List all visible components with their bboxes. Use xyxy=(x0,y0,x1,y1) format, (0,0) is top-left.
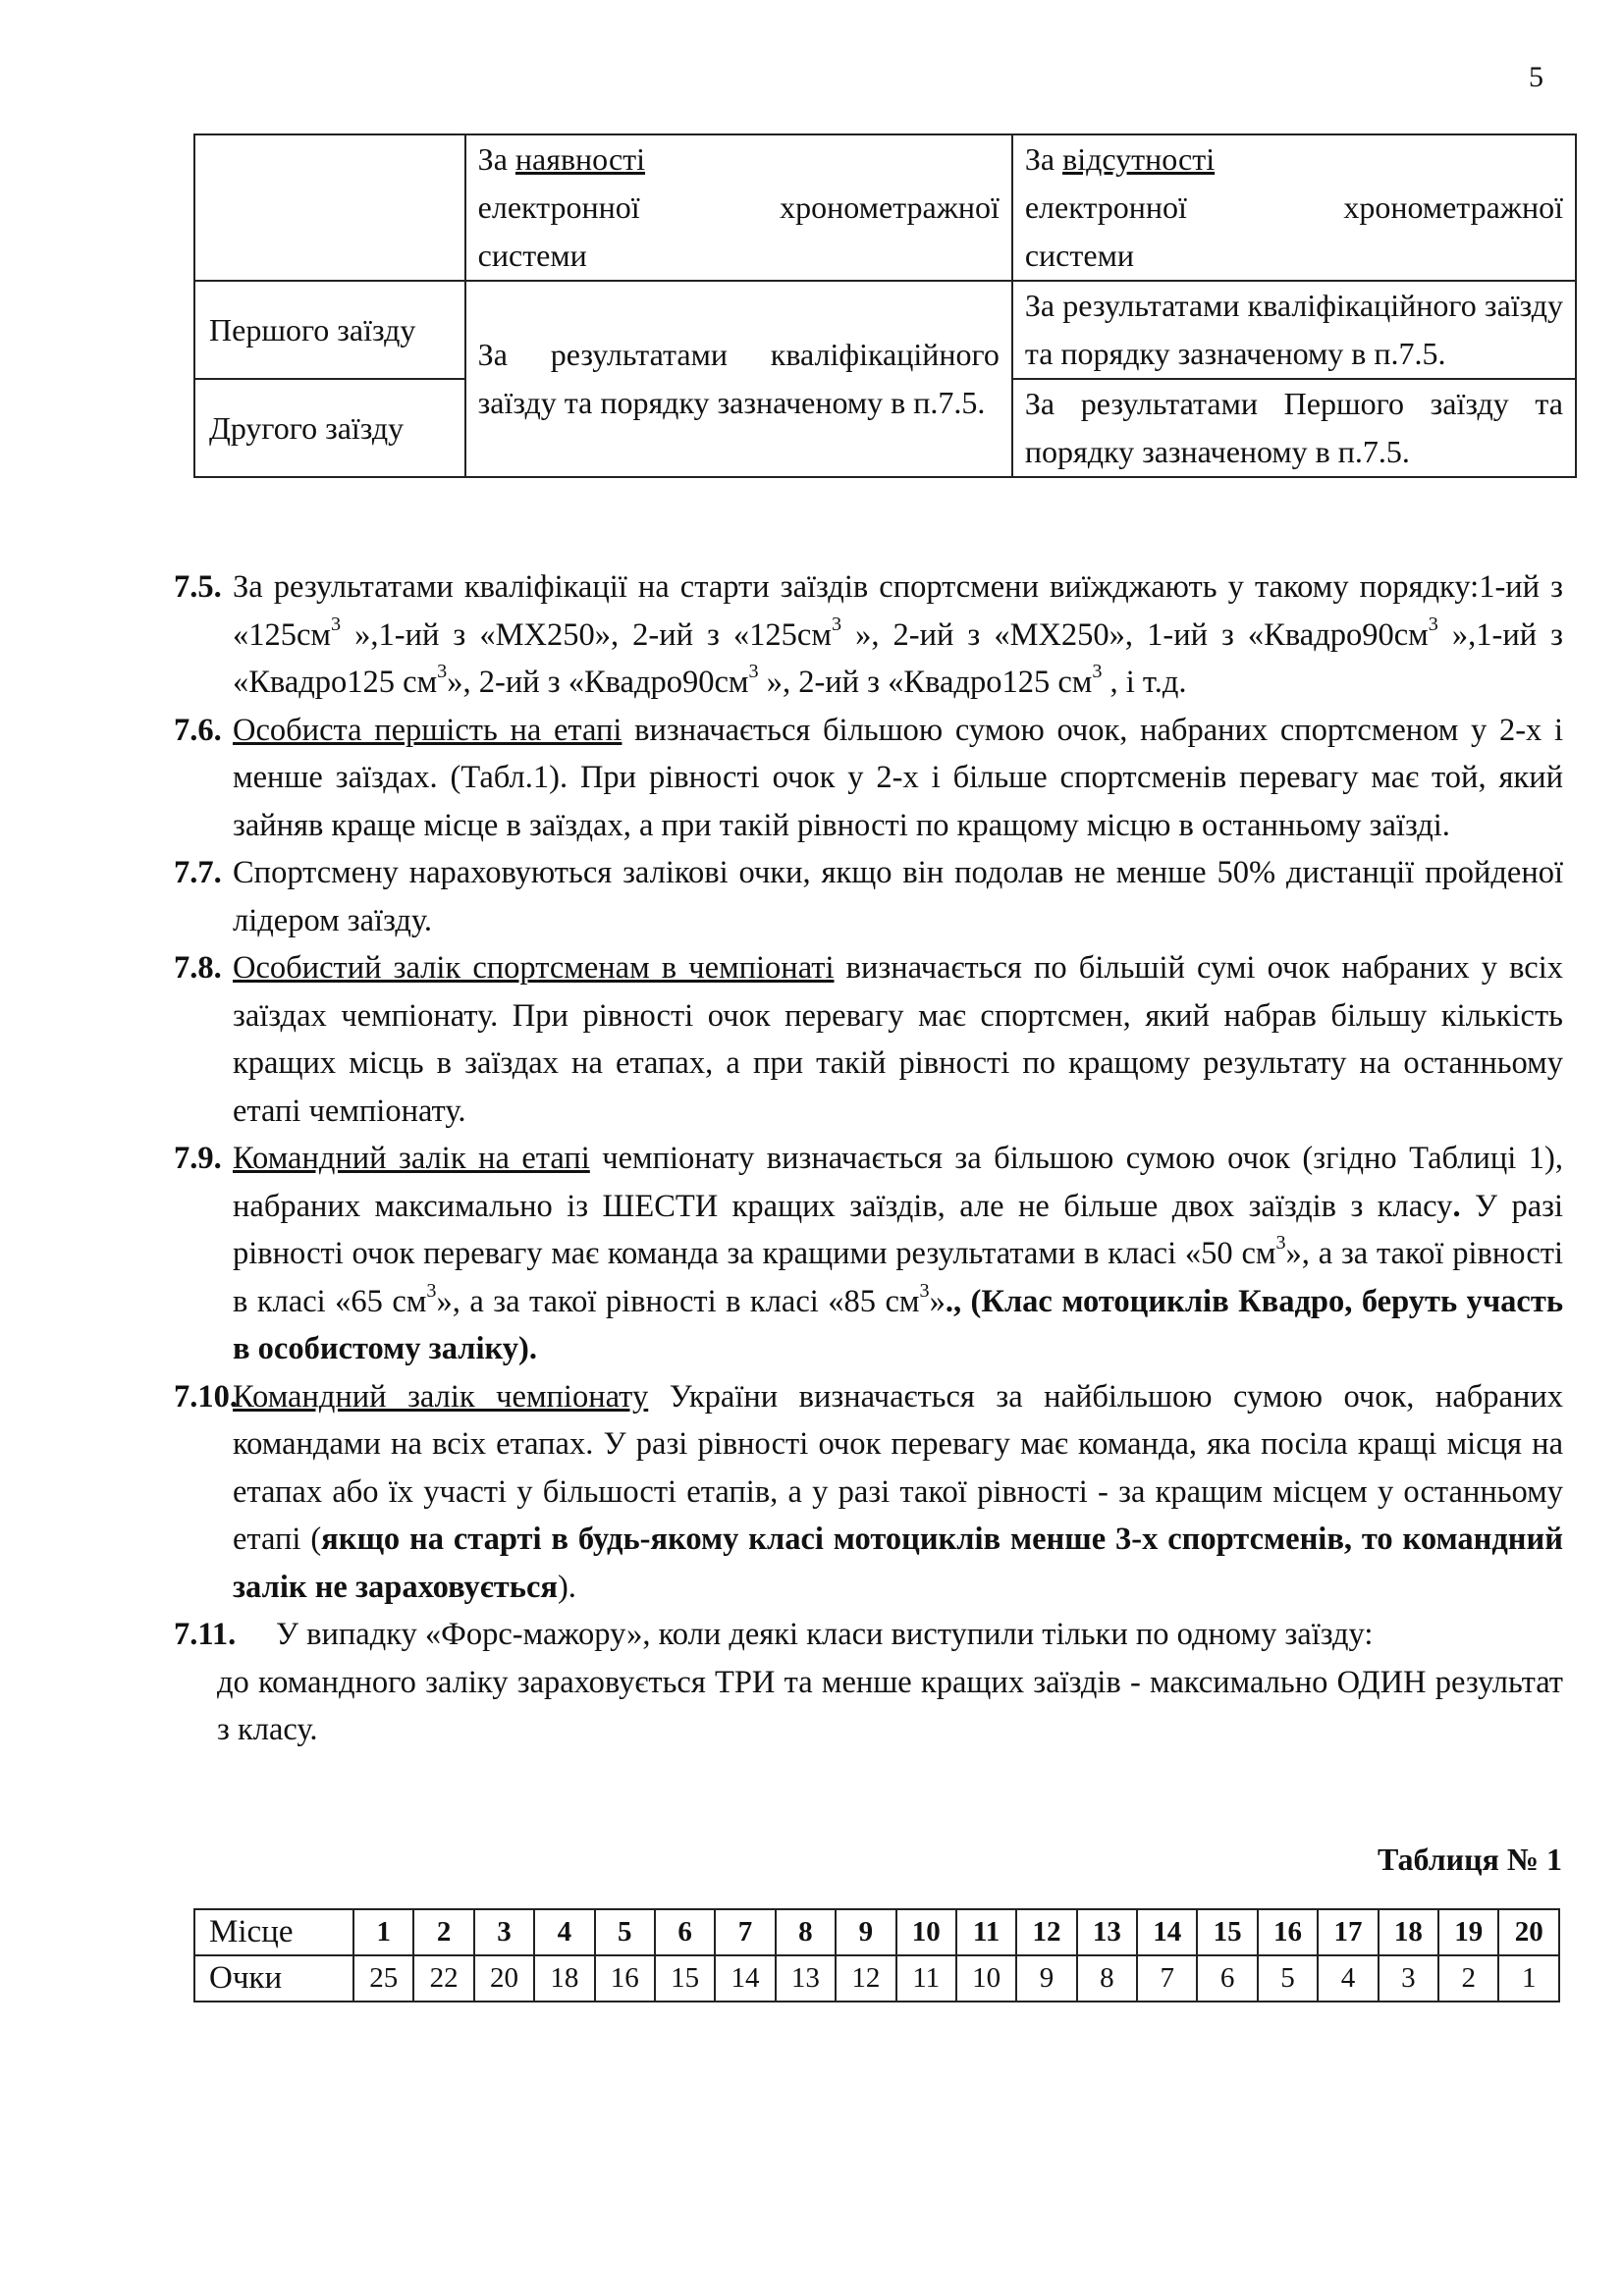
section-title: Особистий залік спортсменам в чемпіонаті xyxy=(233,950,835,986)
points-cell: 16 xyxy=(595,1955,655,2002)
points-cell: 12 xyxy=(836,1955,895,2002)
points-cell: 2 xyxy=(1438,1955,1498,2002)
place-cell: 13 xyxy=(1077,1909,1137,1955)
place-cell: 15 xyxy=(1197,1909,1257,1955)
place-cell: 9 xyxy=(836,1909,895,1955)
first-run-label: Першого заїзду xyxy=(194,281,465,379)
place-label: Місце xyxy=(194,1909,353,1955)
points-cell: 10 xyxy=(956,1955,1016,2002)
second-run-label: Другого заїзду xyxy=(194,379,465,477)
section-title: Командний залік чемпіонату xyxy=(233,1378,649,1415)
points-cell: 6 xyxy=(1197,1955,1257,2002)
points-row xyxy=(194,1955,1559,2002)
place-cell: 10 xyxy=(896,1909,956,1955)
place-cell: 4 xyxy=(534,1909,594,1955)
section-number: 7.10. xyxy=(174,1378,238,1415)
section-title: Командний залік на етапі xyxy=(233,1141,590,1176)
points-cell: 15 xyxy=(655,1955,715,2002)
header-present: За наявності електронної хронометражної системи xyxy=(465,134,1012,281)
place-cell: 6 xyxy=(655,1909,715,1955)
table-caption: Таблиця № 1 xyxy=(1377,1842,1562,1877)
place-cell: 17 xyxy=(1318,1909,1378,1955)
section-number: 7.6. xyxy=(174,712,222,748)
place-cell: 19 xyxy=(1438,1909,1498,1955)
points-cell: 9 xyxy=(1016,1955,1076,2002)
points-cell: 13 xyxy=(776,1955,836,2002)
first-run-row xyxy=(194,281,1576,379)
place-cell: 11 xyxy=(956,1909,1016,1955)
section-7-7: 7.7. Спортсмену нараховуються залікові очки, якщо він подолав не менше 50% дистанції пройденої лідером заїзду. xyxy=(174,849,1563,944)
points-cell: 5 xyxy=(1258,1955,1318,2002)
place-cell: 7 xyxy=(715,1909,775,1955)
section-7-10: 7.10. Командний залік чемпіонату України визначається за найбільшою сумою очок, набраних командами на всіх етапах. У разі рівності очок перевагу має команда, яка посіла кращі місця на етапах або їх участі у більшості етапів, а у разі такої рівності - за кращим місцем у останньому етапі (якщо на старті в будь-якому класі мотоциклів менше 3-х спортсменів, то командний залік не зараховується). xyxy=(174,1373,1563,1612)
section-7-8: 7.8. Особистий залік спортсменам в чемпіонаті визначається по більшій сумі очок набраних у всіх заїздах чемпіонату. При рівності очок перевагу має спортсмен, який набрав більшу кількість кращих місць в заїздах на етапах, а при такій рівності по кращому результату на останньому етапі чемпіонату. xyxy=(174,944,1563,1135)
place-cell: 20 xyxy=(1498,1909,1559,1955)
points-cell: 4 xyxy=(1318,1955,1378,2002)
place-cell: 1 xyxy=(353,1909,413,1955)
points-cell: 20 xyxy=(474,1955,534,2002)
section-number: 7.5. xyxy=(174,569,222,605)
section-title: Особиста першість на етапі xyxy=(233,712,622,748)
section-number: 7.11. xyxy=(174,1617,237,1652)
points-label: Очки xyxy=(194,1955,353,2002)
place-cell: 18 xyxy=(1379,1909,1438,1955)
place-cell: 14 xyxy=(1137,1909,1197,1955)
merged-qualification-cell: За результатами кваліфікаційного заїзду та порядку зазначеному в п.7.5. xyxy=(465,281,1012,477)
header-empty-cell xyxy=(194,134,465,281)
header-row xyxy=(194,134,1576,281)
place-cell: 8 xyxy=(776,1909,836,1955)
quad-class-note: ., (Клас мотоциклів Квадро, беруть участь в особистому заліку). xyxy=(233,1283,1564,1366)
start-order-table xyxy=(193,133,1577,478)
section-number: 7.7. xyxy=(174,855,222,890)
place-cell: 12 xyxy=(1016,1909,1076,1955)
absent-underlined: відсутності xyxy=(1062,141,1216,177)
points-cell: 22 xyxy=(413,1955,473,2002)
page-number: 5 xyxy=(1529,61,1543,93)
section-7-6: 7.6. Особиста першість на етапі визначається більшою сумою очок, набраних спортсменом у 2-х і менше заїздах. (Табл.1). При рівності очок у 2-х і більше спортсменів перевагу має той, який зайняв краще місце в заїздах, а при такій рівності по кращому місцю в останньому заїзді. xyxy=(174,707,1563,850)
section-7-11: 7.11. У випадку «Форс-мажору», коли деякі класи виступили тільки по одному заїзду: до командного заліку зараховується ТРИ та менше кращих заїздів - максимально ОДИН результат з класу. xyxy=(174,1611,1563,1754)
place-cell: 3 xyxy=(474,1909,534,1955)
points-cell: 8 xyxy=(1077,1955,1137,2002)
first-run-absent: За результатами кваліфікаційного заїзду та порядку зазначеному в п.7.5. xyxy=(1012,281,1576,379)
place-cell: 5 xyxy=(595,1909,655,1955)
second-run-absent: За результатами Першого заїзду та порядку зазначеному в п.7.5. xyxy=(1012,379,1576,477)
points-cell: 3 xyxy=(1379,1955,1438,2002)
section-number: 7.8. xyxy=(174,950,222,986)
points-table xyxy=(193,1908,1560,2002)
section-7-5: 7.5. За результатами кваліфікації на старти заїздів спортсмени виїжджають у такому порядку:1-ий з «$125см^3$ »,1-ий з «MX250», 2-ий з «$125см^3$ », 2-ий з «MX250», 1-ий з «$Квадро90см^3$ »,1-ий з «Квадро125 $см^3$», 2-ий з «$Квадро90см^3$ », 2-ий з «Квадро125 $см^3$ , і т.д. xyxy=(174,563,1563,707)
place-cell: 16 xyxy=(1258,1909,1318,1955)
points-cell: 11 xyxy=(896,1955,956,2002)
points-cell: 14 xyxy=(715,1955,775,2002)
rules-sections xyxy=(174,563,1563,1754)
place-row xyxy=(194,1909,1559,1955)
points-cell: 7 xyxy=(1137,1955,1197,2002)
section-number: 7.9. xyxy=(174,1141,222,1176)
points-cell: 1 xyxy=(1498,1955,1559,2002)
present-underlined: наявності xyxy=(514,141,646,177)
points-cell: 25 xyxy=(353,1955,413,2002)
points-cell: 18 xyxy=(534,1955,594,2002)
team-scoring-note: якщо на старті в будь-якому класі мотоциклів менше 3-х спортсменів, то командний залік не зараховується xyxy=(233,1522,1563,1605)
section-7-9: 7.9. Командний залік на етапі чемпіонату визначається за більшою сумою очок (згідно Таблиці 1), набраних максимально із ШЕСТИ кращих заїздів, але не більше двох заїздів з класу. У разі рівності очок перевагу має команда за кращими результатами в класі «50 $см^3$», а за такої рівності в класі «65 $см^3$», а за такої рівності в класі «85 $см^3$»., (Клас мотоциклів Квадро, беруть участь в особистому заліку). xyxy=(174,1135,1563,1373)
header-absent: За відсутності електронної хронометражної системи xyxy=(1012,134,1576,281)
place-cell: 2 xyxy=(413,1909,473,1955)
